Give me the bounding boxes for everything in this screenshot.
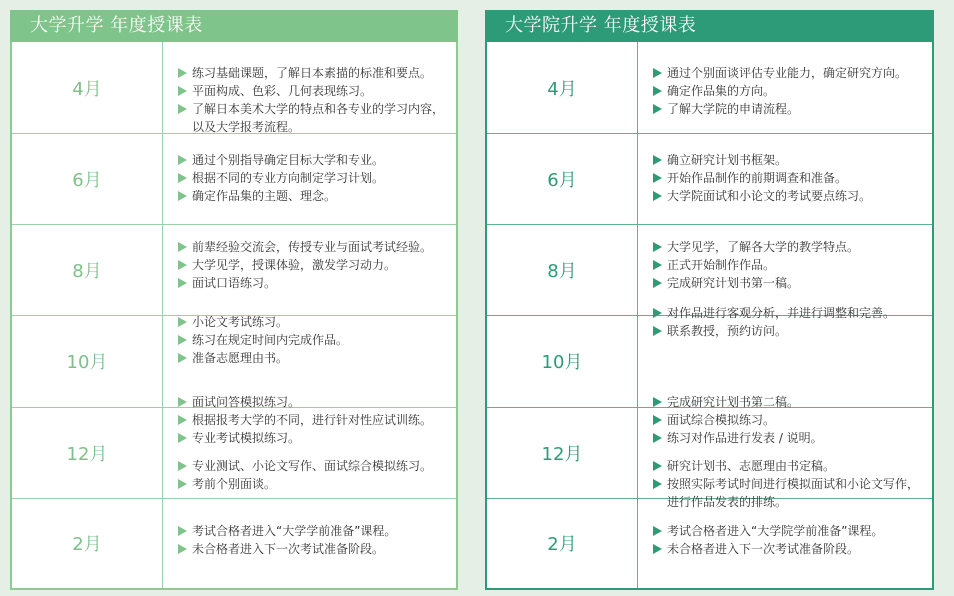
schedule-row xyxy=(487,395,932,509)
schedule-items xyxy=(653,304,924,340)
list-item: 专业考试模拟练习。 xyxy=(178,429,448,447)
list-item: 考试合格者进入“大学院学前准备”课程。 xyxy=(653,522,924,540)
schedule-items xyxy=(653,522,924,558)
month-label: 4月 xyxy=(12,42,163,133)
list-item: 面试口语练习。 xyxy=(178,274,448,292)
list-item: 专业测试、小论文写作、面试综合模拟练习。 xyxy=(178,457,448,475)
schedule-row xyxy=(487,224,932,316)
list-item: 未合格者进入下一次考试准备阶段。 xyxy=(653,540,924,558)
month-label: 6月 xyxy=(12,133,163,224)
month-label: 2月 xyxy=(12,498,163,588)
schedule-items xyxy=(653,151,924,205)
list-item: 通过个别面谈评估专业能力，确定研究方向。 xyxy=(653,64,924,82)
graduate-schedule-panel xyxy=(485,10,934,590)
schedule-row xyxy=(487,133,932,225)
month-label: 10月 xyxy=(487,315,638,407)
list-item: 面试问答模拟练习。 xyxy=(178,393,448,411)
schedule-items xyxy=(178,64,448,136)
list-item: 大学见学，了解各大学的教学特点。 xyxy=(653,238,924,256)
list-item: 准备志愿理由书。 xyxy=(178,349,448,367)
list-item: 了解日本美术大学的特点和各专业的学习内容，以及大学报考流程。 xyxy=(178,100,448,136)
list-item: 正式开始制作作品。 xyxy=(653,256,924,274)
month-label: 6月 xyxy=(487,133,638,224)
list-item: 练习基础课题，了解日本素描的标准和要点。 xyxy=(178,64,448,82)
list-item: 考试合格者进入“大学学前准备”课程。 xyxy=(178,522,448,540)
schedule-items xyxy=(178,238,448,292)
list-item: 研究计划书、志愿理由书定稿。 xyxy=(653,457,924,475)
list-item: 确定作品集的方向。 xyxy=(653,82,924,100)
graduate-schedule-rows xyxy=(487,42,932,588)
schedule-items xyxy=(178,393,448,447)
schedule-row xyxy=(12,395,456,499)
list-item: 练习在规定时间内完成作品。 xyxy=(178,331,448,349)
undergrad-schedule-title: 大学升学 年度授课表 xyxy=(10,10,458,42)
list-item: 了解大学院的申请流程。 xyxy=(653,100,924,118)
schedule-items xyxy=(653,393,924,447)
list-item: 面试综合模拟练习。 xyxy=(653,411,924,429)
list-item: 小论文考试练习。 xyxy=(178,313,448,331)
undergrad-schedule-rows xyxy=(12,42,456,588)
list-item: 前辈经验交流会，传授专业与面试考试经验。 xyxy=(178,238,448,256)
list-item: 根据不同的专业方向制定学习计划。 xyxy=(178,169,448,187)
schedule-items xyxy=(178,151,448,205)
list-item: 练习对作品进行发表 / 说明。 xyxy=(653,429,924,447)
list-item: 完成研究计划书第二稿。 xyxy=(653,393,924,411)
schedule-row xyxy=(487,42,932,134)
schedule-items xyxy=(653,64,924,118)
month-label: 12月 xyxy=(12,407,163,498)
schedule-row xyxy=(487,498,932,588)
list-item: 联系教授，预约访问。 xyxy=(653,322,924,340)
graduate-schedule-title: 大学院升学 年度授课表 xyxy=(485,10,934,42)
month-label: 8月 xyxy=(12,224,163,315)
list-item: 大学见学，授课体验，激发学习动力。 xyxy=(178,256,448,274)
month-label: 4月 xyxy=(487,42,638,133)
schedule-row xyxy=(12,42,456,134)
month-label: 10月 xyxy=(12,315,163,407)
month-label: 12月 xyxy=(487,407,638,498)
list-item: 完成研究计划书第一稿。 xyxy=(653,274,924,292)
list-item: 未合格者进入下一次考试准备阶段。 xyxy=(178,540,448,558)
schedule-items xyxy=(653,238,924,292)
schedule-row xyxy=(12,133,456,225)
schedule-items xyxy=(178,457,448,493)
undergrad-schedule-panel xyxy=(10,10,458,590)
list-item: 确定作品集的主题、理念。 xyxy=(178,187,448,205)
list-item: 通过个别指导确定目标大学和专业。 xyxy=(178,151,448,169)
list-item: 平面构成、色彩、几何表现练习。 xyxy=(178,82,448,100)
schedule-items xyxy=(178,313,448,367)
list-item: 确立研究计划书框架。 xyxy=(653,151,924,169)
list-item: 按照实际考试时间进行模拟面试和小论文写作，进行作品发表的排练。 xyxy=(653,475,924,511)
list-item: 根据报考大学的不同，进行针对性应试训练。 xyxy=(178,411,448,429)
list-item: 开始作品制作的前期调查和准备。 xyxy=(653,169,924,187)
schedule-items xyxy=(178,522,448,558)
list-item: 对作品进行客观分析，并进行调整和完善。 xyxy=(653,304,924,322)
schedule-row xyxy=(12,498,456,588)
month-label: 8月 xyxy=(487,224,638,315)
list-item: 大学院面试和小论文的考试要点练习。 xyxy=(653,187,924,205)
month-label: 2月 xyxy=(487,498,638,588)
schedule-row xyxy=(12,224,456,316)
list-item: 考前个别面谈。 xyxy=(178,475,448,493)
